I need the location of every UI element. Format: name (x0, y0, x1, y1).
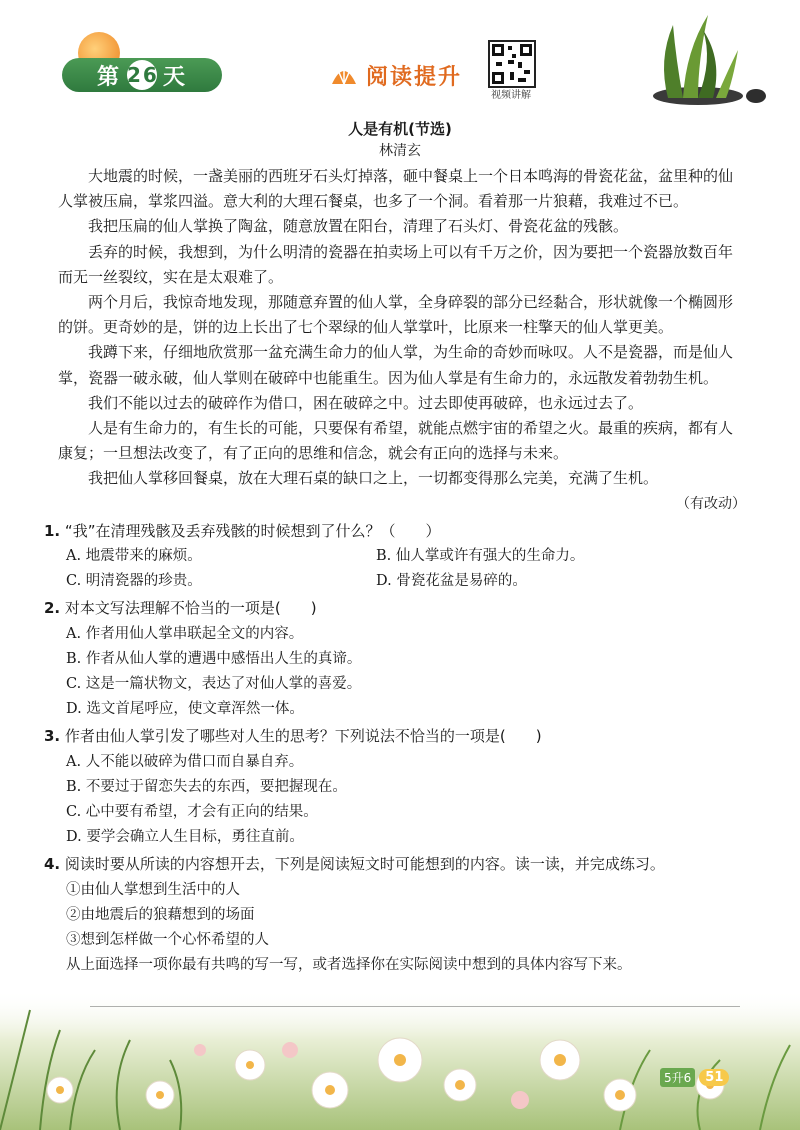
flower-meadow-illustration (0, 990, 800, 1130)
day-badge (62, 58, 222, 92)
question-2 (44, 596, 742, 621)
option-d[interactable]: D. 选文首尾呼应，使文章浑然一体。 (66, 701, 304, 718)
question-number: 3. (44, 727, 61, 746)
option-a[interactable]: A. 人不能以破碎为借口而自暴自弃。 (66, 753, 304, 770)
question-1 (44, 519, 742, 544)
article-paragraph: 人是有生命力的，有生长的可能，只要保有希望，就能点燃宇宙的希望之火。最重的疾病，都有人康复；一旦想法改变了，有了正向的思维和信念，就会有正向的选择与未来。 (58, 419, 734, 463)
question-number: 1. (44, 521, 61, 540)
grade-label: 5升6 (660, 1068, 695, 1087)
article-paragraph: 我们不能以过去的破碎作为借口，困在破碎之中。过去即使再破碎，也永远过去了。 (88, 393, 644, 412)
reading-content (44, 118, 746, 979)
section-label: 阅读提升 (366, 64, 463, 90)
question-number: 2. (44, 599, 61, 618)
question-text: “我”在清理残骸及丢弃残骸的时候想到了什么？（ ） (64, 521, 441, 540)
article-paragraph: 我把压扁的仙人掌换了陶盆，随意放置在阳台，清理了石头灯、骨瓷花盆的残骸。 (88, 217, 629, 236)
question-number: 4. (44, 855, 61, 874)
option-b[interactable]: B. 作者从仙人掌的遭遇中感悟出人生的真谛。 (66, 650, 362, 667)
article-paragraph: 我把仙人掌移回餐桌，放在大理石桌的缺口之上，一切都变得那么完美，充满了生机。 (88, 469, 659, 488)
qr-label: 视频讲解 (491, 90, 531, 101)
option-a[interactable]: A. 作者用仙人掌串联起全文的内容。 (66, 625, 304, 642)
question-text: 对本文写法理解不恰当的一项是( ) (64, 599, 317, 618)
day-prefix: 第 (96, 64, 121, 90)
article-paragraph: 大地震的时候，一盏美丽的西班牙石头灯掉落，砸中餐桌上一个日本鸣海的骨瓷花盆，盆里种的仙人掌被压扁，掌浆四溢。意大利的大理石餐桌，也多了一个洞。看着那一片狼藉，我难过不已。 (58, 167, 734, 211)
qr-code-icon[interactable] (488, 40, 536, 88)
option-c[interactable]: C. 这是一篇状物文，表达了对仙人掌的喜爱。 (66, 676, 362, 693)
page-number-value: 51 (699, 1069, 729, 1086)
option-b[interactable]: B. 仙人掌或许有强大的生命力。 (376, 548, 585, 565)
options-row (66, 569, 742, 594)
writing-instruction: 从上面选择一项你最有共鸣的写一写，或者选择你在实际阅读中想到的具体内容写下来。 (66, 957, 632, 974)
option-d[interactable]: D. 骨瓷花盆是易碎的。 (376, 573, 527, 590)
option-c[interactable]: C. 明清瓷器的珍贵。 (66, 573, 202, 590)
article-title: 人是有机(节选) (348, 120, 452, 138)
question-text: 阅读时要从所读的内容想开去，下列是阅读短文时可能想到的内容。读一读，并完成练习。 (64, 855, 665, 874)
option-d[interactable]: D. 要学会确立人生目标，勇往直前。 (66, 829, 304, 846)
page-number (660, 1066, 729, 1088)
question-text: 作者由仙人掌引发了哪些对人生的思考？下列说法不恰当的一项是( ) (64, 727, 542, 746)
page-header (0, 0, 800, 105)
day-suffix: 天 (163, 64, 188, 90)
choice-2[interactable]: ②由地震后的狼藉想到的场面 (66, 906, 255, 923)
article-paragraph: 我蹲下来，仔细地欣赏那一盆充满生命力的仙人掌，为生命的奇妙而咏叹。人不是瓷器，而是仙人掌，瓷器一破永破，仙人掌则在破碎中也能重生。因为仙人掌是有生命力的，永远散发着勃勃生机。 (58, 343, 734, 387)
article-author: 林清玄 (379, 143, 421, 159)
shell-icon (330, 64, 358, 86)
question-4 (44, 852, 742, 877)
seaweed-plant-icon (628, 10, 778, 105)
article-paragraph: 丢弃的时候，我想到，为什么明清的瓷器在拍卖场上可以有千万之价，因为要把一个瓷器放数百年而无一丝裂纹，实在是太艰难了。 (58, 242, 734, 286)
option-c[interactable]: C. 心中要有希望，才会有正向的结果。 (66, 804, 318, 821)
source-note: （有改动） (676, 495, 746, 512)
day-number: 26 (127, 60, 157, 90)
article-paragraph: 两个月后，我惊奇地发现，那随意弃置的仙人掌，全身碎裂的部分已经黏合，形状就像一个椭圆形的饼。更奇妙的是，饼的边上长出了七个翠绿的仙人掌掌叶，比原来一柱擎天的仙人掌更美。 (58, 293, 734, 337)
section-title (330, 58, 462, 92)
options-row (66, 544, 742, 569)
option-b[interactable]: B. 不要过于留恋失去的东西，要把握现在。 (66, 778, 347, 795)
choice-3[interactable]: ③想到怎样做一个心怀希望的人 (66, 932, 269, 949)
question-3 (44, 724, 742, 749)
option-a[interactable]: A. 地震带来的麻烦。 (66, 548, 202, 565)
choice-1[interactable]: ①由仙人掌想到生活中的人 (66, 881, 240, 898)
